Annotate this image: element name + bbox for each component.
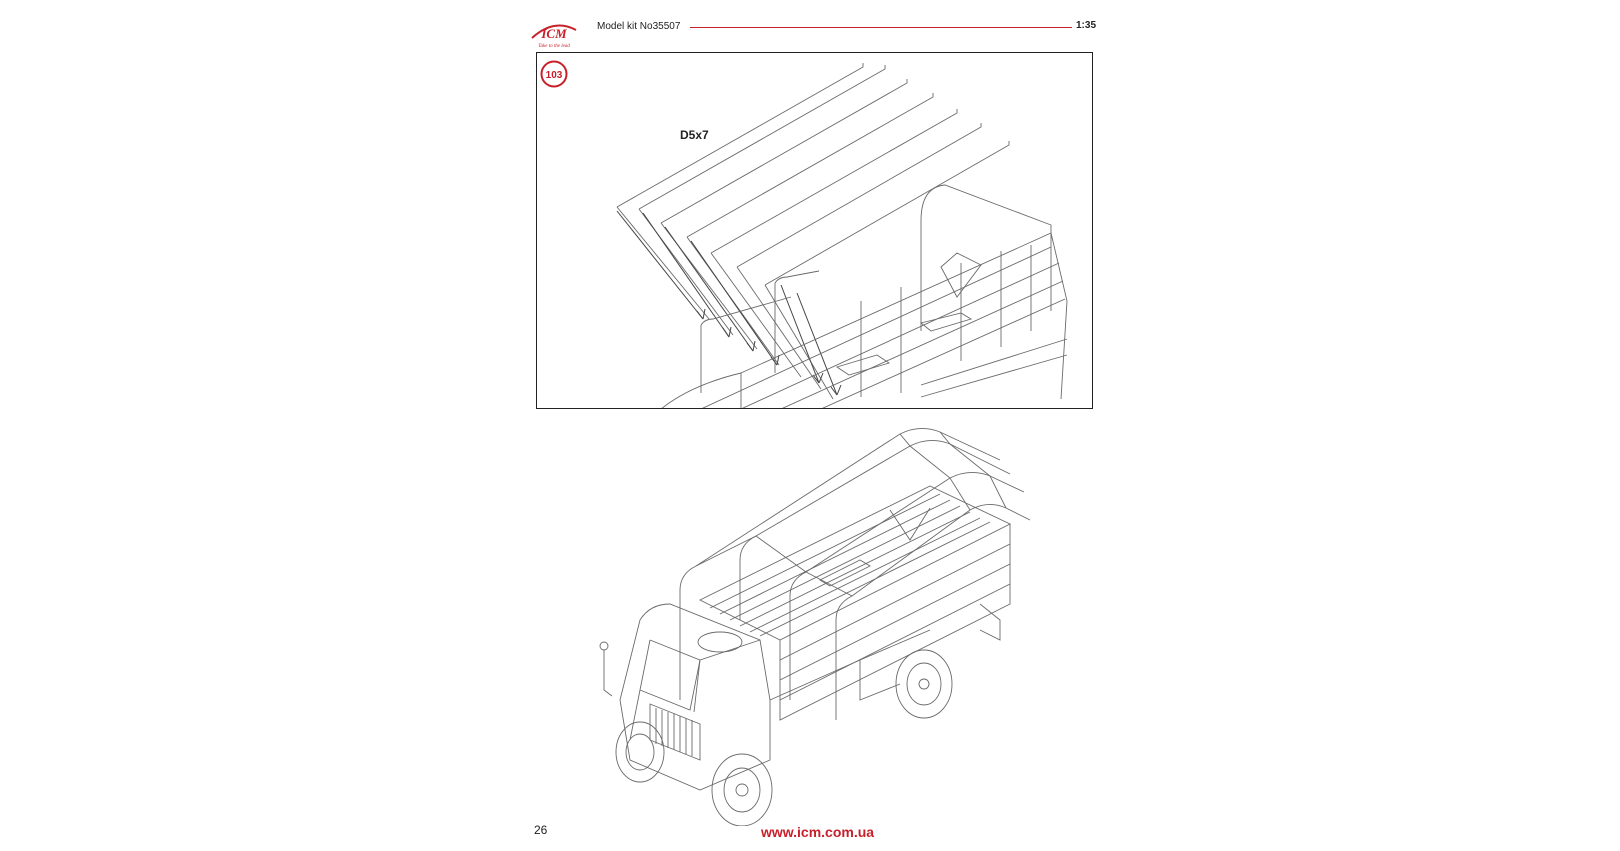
page-number: 26 — [534, 823, 548, 837]
website-link[interactable]: www.icm.com.ua — [761, 824, 875, 840]
step-number-badge — [540, 60, 568, 88]
assembly-arrows — [617, 211, 841, 395]
hoop-parts — [617, 63, 1009, 399]
svg-text:ICM: ICM — [541, 26, 567, 41]
step-frame — [536, 52, 1093, 409]
svg-text:103: 103 — [545, 70, 563, 81]
completed-truck-illustration — [590, 412, 1050, 826]
cargo-body — [661, 185, 1067, 409]
step-103-drawing — [537, 53, 1093, 409]
icm-logo — [528, 20, 580, 50]
model-kit-label: Model kit No35507 — [597, 21, 681, 32]
part-label: D5x7 — [680, 128, 709, 142]
header-rule — [690, 27, 1072, 28]
svg-text:Take to the lead: Take to the lead — [538, 44, 570, 49]
scale-label: 1:35 — [1076, 20, 1097, 31]
